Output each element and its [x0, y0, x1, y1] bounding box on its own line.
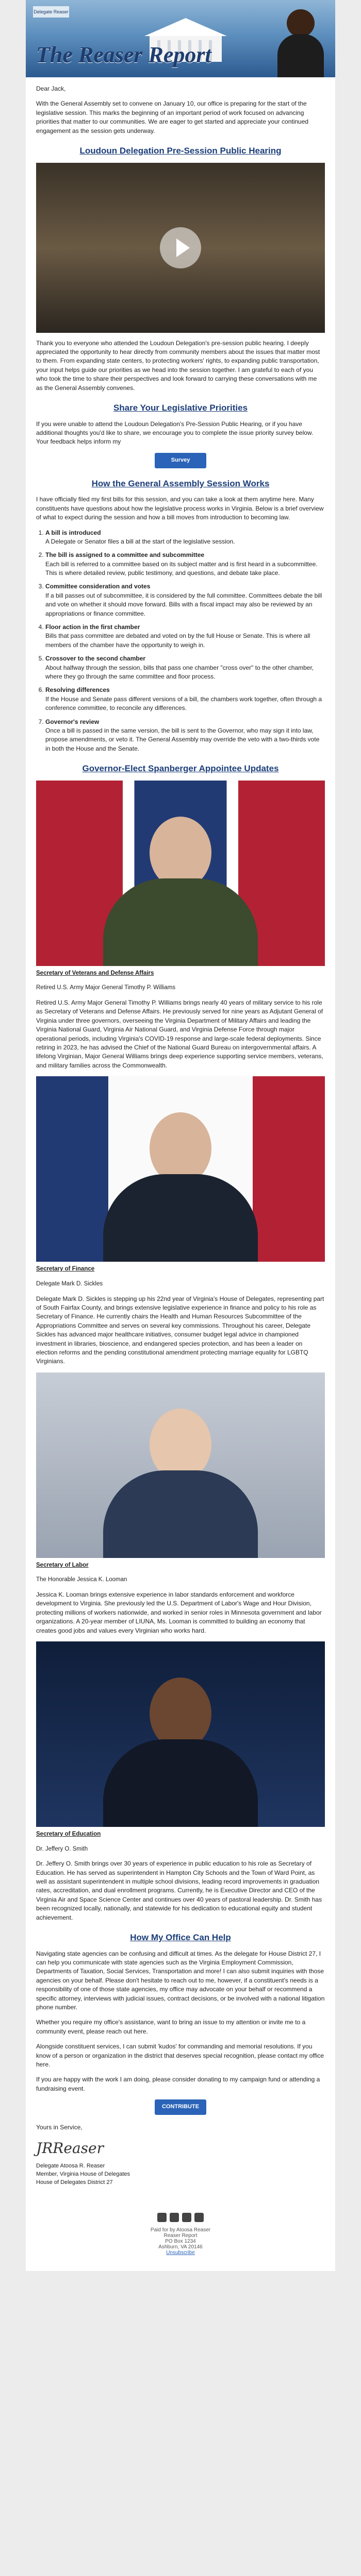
appointees-heading: Governor-Elect Spanberger Appointee Updates — [82, 764, 279, 774]
priorities-text: If you were unable to attend the Loudoun Delegation's Pre-Session Public Hearing, or if you have additional thoughts you'd like to share, we encourage you to complete the issue priority survey below. Your feedback helps inform my — [36, 420, 314, 446]
session-steps — [36, 529, 325, 754]
newsletter — [26, 0, 335, 2271]
address-line: Ashburn, VA 20146 — [158, 2244, 203, 2250]
help-text: Navigating state agencies can be confusing and difficult at times. As the delegate for House District 27, I can help you communicate with state agencies such as the Virginia Employment Commission, Departments of Taxation, Social Services, Transportation and more! I can also submit inquiries with those agencies on your behalf. Please don't hesitate to reach out to me, however, if a constituent's needs is a responsibility of one of those state agencies, my office may advocate on your behalf or recommend a specific attorney, interviews with judicial issues, contract decisions, or be involved with a national litigation phone number. — [36, 1950, 325, 2011]
appointee-title: Secretary of Labor — [36, 1562, 89, 1568]
main-content — [26, 77, 335, 2200]
help-heading: How My Office Can Help — [130, 1933, 231, 1943]
facebook-icon[interactable] — [157, 2213, 167, 2222]
appointee-name: Dr. Jeffery O. Smith — [36, 1845, 88, 1852]
list-item: 2. The bill is assigned to a committee and subcommittee Each bill is referred to a committee based on its subject matter and is first heard in a subcommittee. This is where detailed review, public testimony, and questions, and debate take place. — [45, 551, 325, 578]
sig-title: Member, Virginia House of Delegates — [36, 2171, 130, 2178]
help-text: Whether you require my office's assistance, want to bring an issue to my attention or invite me to a community event, please reach out here. — [36, 2019, 306, 2035]
greeting: Dear Jack, — [36, 85, 66, 92]
appointee-bio: Delegate Mark D. Sickles is stepping up his 22nd year of Virginia's House of Delegates, representing part of South Fairfax County, and brings extensive legislative experience in finance and policy to his role as Secretary of Finance. He currently chairs the Health and Human Resources Subcommittee of the Appropriations Committee and serves on several key commissions. Throughout his career, Delegate Sickles has advanced major healthcare initiatives, consumer budget legal advice in championed investment in libraries, bioscience, and endangered species protection, and has been a leader on election reforms and the pending constitutional amendment protecting marriage equality for LGBTQ Virginians. — [36, 1295, 324, 1365]
newsletter-title: The Reaser Report — [36, 42, 211, 67]
delegate-portrait-head — [287, 9, 315, 37]
contribute-button[interactable]: CONTRIBUTE — [155, 2099, 206, 2115]
appointee-title: Secretary of Veterans and Defense Affairs — [36, 970, 154, 976]
paid-for: Paid for by Atoosa Reaser — [150, 2227, 211, 2233]
session-intro: I have officially filed my first bills for this session, and you can take a look at them anytime here. Many constituents have questions about how the legislative process works in Virginia. Below is a brief overview of what to expect during the session and how a bill moves from introduction to becoming law. — [36, 496, 324, 521]
hearing-video[interactable] — [36, 163, 325, 333]
header-banner — [26, 0, 335, 77]
help-text: Alongside constituent services, I can submit 'kudos' for commanding and memorial resolutions. If you know of a person or organization in the district that deserves special recognition, please contact my office here. — [36, 2043, 324, 2068]
list-item: 5. Crossover to the second chamber About halfway through the session, bills that pass one chamber "cross over" to the other chamber, where they go through the same committee and floor process. — [45, 654, 325, 681]
appointee-photo-williams — [36, 781, 325, 966]
appointee-name: Delegate Mark D. Sickles — [36, 1280, 103, 1287]
list-item: 6. Resolving differences If the House and Senate pass different versions of a bill, the chambers work together, often through a conference committee, to reconcile any differences. — [45, 686, 325, 713]
appointee-title: Secretary of Finance — [36, 1266, 95, 1273]
priorities-heading: Share Your Legislative Priorities — [113, 402, 248, 413]
header-logo: Delegate Reaser — [33, 6, 69, 18]
sig-district: House of Delegates District 27 — [36, 2179, 113, 2185]
delegate-portrait-body — [277, 34, 324, 77]
list-item: 3. Committee consideration and votes If a bill passes out of subcommittee, it is considered by the full committee. Committees debate the bill and vote on whether it should move forward. Bills with a fiscal impact may also be reviewed by an appropriations or finance committee. — [45, 582, 325, 618]
appointee-name: The Honorable Jessica K. Looman — [36, 1577, 127, 1583]
unsubscribe-link[interactable]: Unsubscribe — [166, 2249, 195, 2256]
appointee-name: Retired U.S. Army Major General Timothy P. Williams — [36, 985, 176, 991]
list-item: 1. A bill is introduced A Delegate or Senator files a bill at the start of the legislative session. — [45, 529, 325, 547]
signature-block — [36, 2162, 325, 2187]
appointee-title: Secretary of Education — [36, 1831, 101, 1837]
survey-button[interactable]: Survey — [155, 453, 206, 468]
list-item: 4. Floor action in the first chamber Bills that pass committee are debated and voted on by the full House or Senate. This is where all members of the chamber have the opportunity to weigh in. — [45, 623, 325, 650]
sig-name: Delegate Atoosa R. Reaser — [36, 2163, 105, 2170]
instagram-icon[interactable] — [182, 2213, 191, 2222]
intro-text: With the General Assembly set to convene on January 10, our office is preparing for the start of the legislative session. This marks the beginning of an important period of work focused on advancing priorities that matter to our communities. We are eager to get started and appreciate your continued engagement as the session gets underway. — [36, 100, 309, 134]
appointee-photo-looman — [36, 1372, 325, 1558]
play-icon[interactable] — [160, 227, 201, 268]
email-icon[interactable] — [194, 2213, 204, 2222]
appointee-bio: Retired U.S. Army Major General Timothy P. Williams brings nearly 40 years of military service to his role as Secretary of Veterans and Defense Affairs. He previously served for nine years as Adjutant General of Virginia under three governors, overseeing the Virginia Department of Military Affairs and leading the Virginia National Guard, Virginia Air National Guard, and Virginia Defense Force through major operational periods, including Virginia's COVID-19 response and large-scale federal deployments. Since retiring in 2023, he has advised the Chief of the National Guard Bureau on intergovernmental affairs. A lifelong Virginian, Major General Williams brings deep experience supporting service members, veterans, and military families across the Commonwealth. — [36, 999, 323, 1069]
twitter-icon[interactable] — [170, 2213, 179, 2222]
address-line: PO Box 1234 — [165, 2238, 196, 2244]
signature: JRReaser — [36, 2140, 104, 2157]
appointee-photo-sickles — [36, 1076, 325, 1262]
appointee-bio: Jessica K. Looman brings extensive experience in labor standards enforcement and workforce development to Virginia. She previously led the U.S. Department of Labor's Wage and Hour Division, protecting millions of workers nationwide, and worked in senior roles in Minnesota government and labor organizations. A 20-year member of LIUNA, Ms. Looman is committed to building an economy that creates good jobs and values every Virginian who works hard. — [36, 1591, 322, 1634]
social-links — [36, 2213, 325, 2222]
appointee-bio: Dr. Jeffery O. Smith brings over 30 years of experience in public education to his role as Secretary of Education. He has served as superintendent in Hampton City Schools and the Town of Ward Point, as well as assistant superintendent in multiple school divisions, leading record improvements in graduation rates, accreditation, and dual enrollment programs. Currently, he is Executive Director and CEO of the Virginia Air and Space Science Center and continues over 40 years of pastoral leadership. Dr. Smith has been recognized locally, nationally, and statewide for his dedication to educational equity and student achievement. — [36, 1860, 322, 1921]
hearing-heading: Loudoun Delegation Pre-Session Public Hearing — [79, 145, 282, 156]
hearing-text: Thank you to everyone who attended the Loudoun Delegation's pre-session public hearing. I deeply appreciated the opportunity to hear directly from community members about the issues that matter most to them. From expanding state centers, to protecting workers' rights, to expanding public transportation, your input helps guide our priorities as we head into the session together. I am grateful to each of you who took the time to share their perspectives and look forward to carrying these conversations with me as the General Assembly convenes. — [36, 339, 320, 392]
appointee-photo-smith — [36, 1641, 325, 1827]
help-text: If you are happy with the work I am doing, please consider donating to my campaign fund or attending a fundraising event. — [36, 2076, 320, 2092]
closing: Yours in Service, — [36, 2124, 83, 2131]
address-line: Reaser Report — [163, 2232, 198, 2239]
session-heading: How the General Assembly Session Works — [91, 478, 270, 488]
list-item: 7. Governor's review Once a bill is passed in the same version, the bill is sent to the Governor, who may sign it into law, propose amendments, or veto it. The General Assembly may override the veto with a two-thirds vote in both the House and the Senate. — [45, 718, 325, 754]
footer — [26, 2200, 335, 2271]
